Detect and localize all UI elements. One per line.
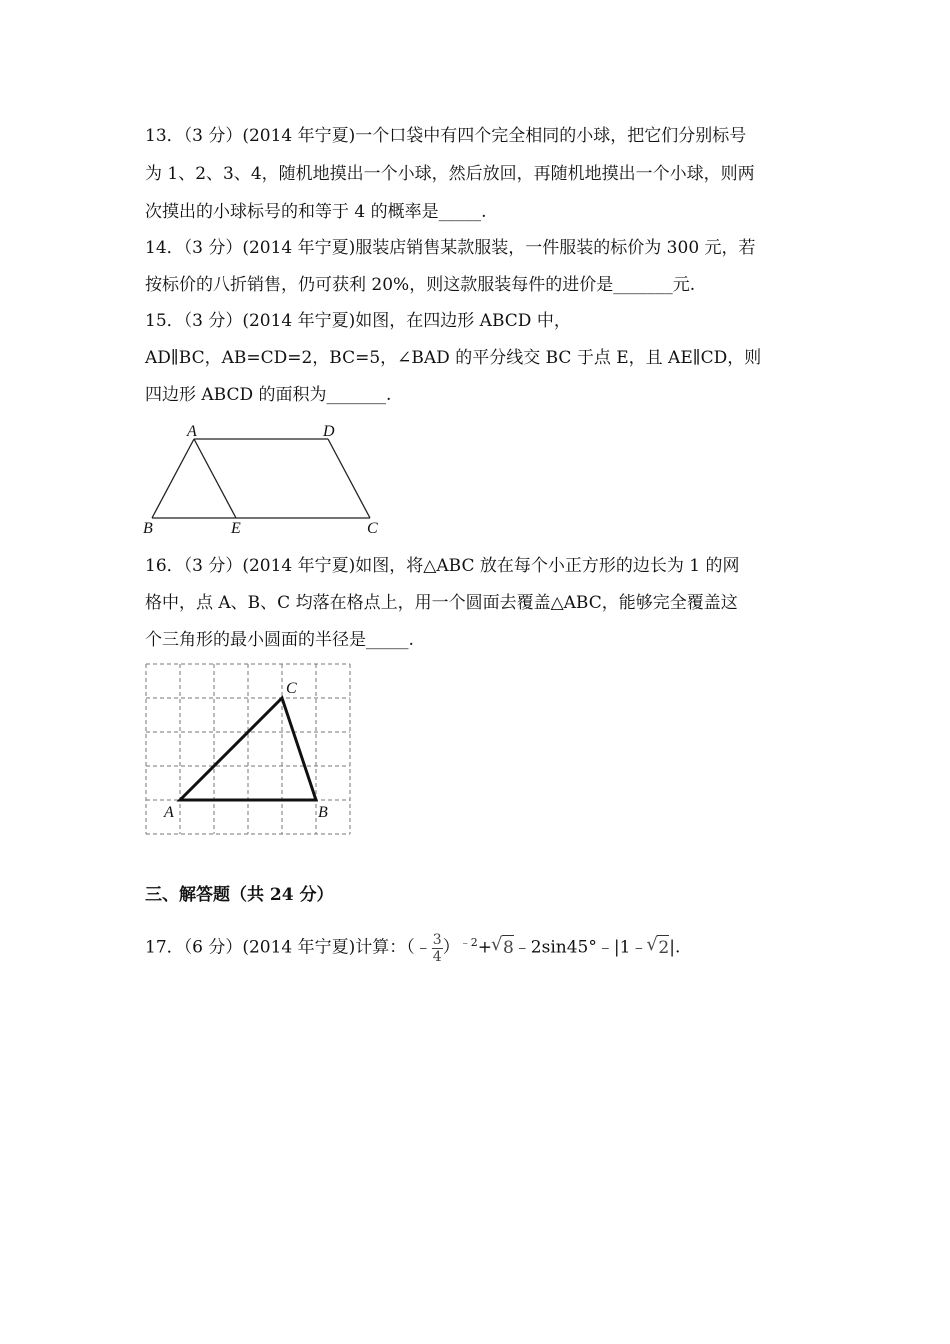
label-C: C [286,680,297,697]
label-E: E [231,520,241,537]
q16-line-3: 个三角形的最小圆面的半径是_____. [145,630,414,650]
segment-AB [152,439,194,518]
q16-line-1: 16．（3 分）(2014 年宁夏)如图，将△ABC 放在每个小正方形的边长为 1 的网 [145,556,740,576]
label-B: B [318,804,328,821]
fraction-numerator: 3 [432,931,442,948]
label-C: C [367,520,378,537]
segment-DC [328,439,370,518]
sqrt-2: √ 2 [657,935,669,960]
label-A: A [164,804,174,821]
q13-line-1: 13．（3 分）(2014 年宁夏)一个口袋中有四个完全相同的小球，把它们分别标号 [145,126,747,146]
q17-plus: + [477,937,492,958]
q17-prefix: 17．（6 分）(2014 年宁夏)计算：（﹣ [145,937,432,958]
q17-close-paren: ） [442,937,460,958]
fraction-denominator: 4 [432,948,442,965]
q17-exponent: ﹣2 [459,936,478,949]
q14-line-1: 14．（3 分）(2014 年宁夏)服装店销售某款服装，一件服装的标价为 300 元，若 [145,238,756,258]
q14-line-2: 按标价的八折销售，仍可获利 20%，则这款服装每件的进价是_______元. [145,275,696,295]
q15-trapezoid-figure [138,418,388,543]
q15-line-3: 四边形 ABCD 的面积为_______. [145,385,392,405]
q17-suffix: |. [669,937,681,958]
label-B: B [143,520,153,537]
q17-line [145,931,680,965]
q16-grid-figure [140,660,355,840]
q15-line-1: 15．（3 分）(2014 年宁夏)如图，在四边形 ABCD 中， [145,311,571,331]
sqrt-8: √ 8 [502,935,514,960]
q16-line-2: 格中，点 A、B、C 均落在格点上，用一个圆面去覆盖△ABC，能够完全覆盖这 [145,593,738,613]
section-heading: 三、解答题（共 24 分） [145,885,334,905]
q15-line-2: AD∥BC，AB=CD=2，BC=5，∠BAD 的平分线交 BC 于点 E，且 AE∥CD，则 [145,348,762,368]
segment-AE [194,439,236,518]
q13-line-2: 为 1、2、3、4，随机地摸出一个小球，然后放回，再随机地摸出一个小球，则两 [145,164,755,184]
q17-middle: ﹣2sin45°﹣|1﹣ [513,937,648,958]
label-A: A [187,423,197,440]
q13-line-3: 次摸出的小球标号的和等于 4 的概率是_____. [145,202,487,222]
label-D: D [323,423,335,440]
fraction-three-quarters [432,932,443,965]
